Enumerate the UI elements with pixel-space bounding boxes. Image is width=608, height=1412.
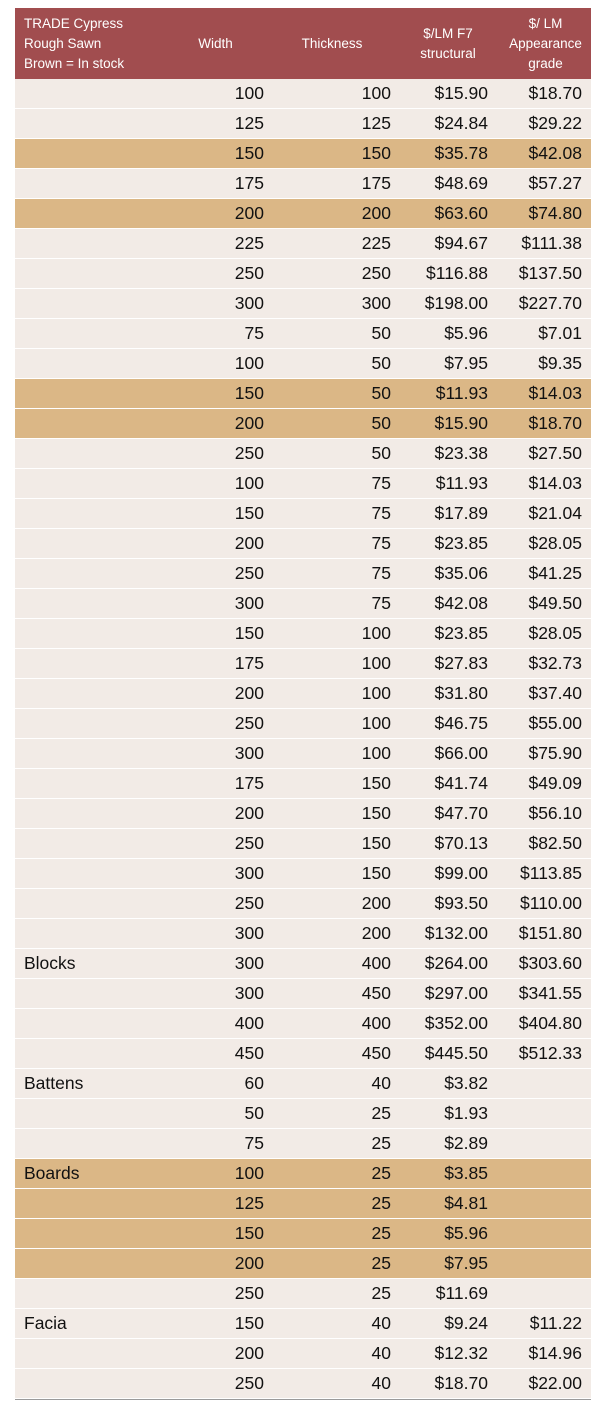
table-row: [15, 319, 591, 349]
row-appearance-price: $28.05: [500, 619, 591, 649]
table-body: [15, 79, 591, 1399]
row-structural-price: $3.85: [396, 1159, 500, 1189]
row-category: [15, 1339, 163, 1369]
row-category: [15, 259, 163, 289]
row-thickness: 400: [268, 1009, 396, 1039]
row-structural-price: $3.82: [396, 1069, 500, 1099]
row-thickness: 50: [268, 409, 396, 439]
row-structural-price: $63.60: [396, 199, 500, 229]
row-width: 225: [163, 229, 268, 259]
table-row: [15, 439, 591, 469]
table-row: [15, 379, 591, 409]
table-row: [15, 709, 591, 739]
row-thickness: 75: [268, 589, 396, 619]
row-width: 200: [163, 799, 268, 829]
row-structural-price: $42.08: [396, 589, 500, 619]
row-width: 175: [163, 169, 268, 199]
row-structural-price: $93.50: [396, 889, 500, 919]
table-row: [15, 229, 591, 259]
row-structural-price: $46.75: [396, 709, 500, 739]
row-structural-price: $297.00: [396, 979, 500, 1009]
row-thickness: 200: [268, 919, 396, 949]
table-row: [15, 979, 591, 1009]
table-row: [15, 139, 591, 169]
row-category: [15, 139, 163, 169]
table-row: [15, 169, 591, 199]
row-appearance-price: $55.00: [500, 709, 591, 739]
row-thickness: 25: [268, 1099, 396, 1129]
row-structural-price: $99.00: [396, 859, 500, 889]
row-width: 200: [163, 679, 268, 709]
row-category: [15, 439, 163, 469]
table-row: [15, 1339, 591, 1369]
table-row: [15, 1129, 591, 1159]
row-category: [15, 919, 163, 949]
row-structural-price: $27.83: [396, 649, 500, 679]
row-thickness: 100: [268, 619, 396, 649]
row-appearance-price: $22.00: [500, 1369, 591, 1399]
table-row: [15, 289, 591, 319]
header-title-line: Rough Sawn: [24, 35, 102, 51]
table-row: [15, 1249, 591, 1279]
table-row: [15, 1219, 591, 1249]
row-category: [15, 1039, 163, 1069]
row-appearance-price: $404.80: [500, 1009, 591, 1039]
row-appearance-price: $27.50: [500, 439, 591, 469]
row-width: 150: [163, 379, 268, 409]
row-category: [15, 1129, 163, 1159]
row-category: [15, 349, 163, 379]
row-thickness: 40: [268, 1369, 396, 1399]
header-appearance: [500, 8, 591, 79]
row-category: [15, 829, 163, 859]
row-width: 75: [163, 1129, 268, 1159]
row-appearance-price: $29.22: [500, 109, 591, 139]
row-appearance-price: $82.50: [500, 829, 591, 859]
row-thickness: 100: [268, 649, 396, 679]
row-appearance-price: [500, 1189, 591, 1219]
table-row: [15, 619, 591, 649]
table-row: [15, 1279, 591, 1309]
row-width: 150: [163, 619, 268, 649]
row-structural-price: $116.88: [396, 259, 500, 289]
row-structural-price: $4.81: [396, 1189, 500, 1219]
row-structural-price: $35.78: [396, 139, 500, 169]
row-width: 150: [163, 1219, 268, 1249]
row-thickness: 100: [268, 679, 396, 709]
row-structural-price: $18.70: [396, 1369, 500, 1399]
table-header: [15, 8, 591, 79]
row-category: [15, 559, 163, 589]
table-row: [15, 79, 591, 109]
table-row: [15, 1099, 591, 1129]
row-category: [15, 1219, 163, 1249]
row-structural-price: $11.93: [396, 379, 500, 409]
row-width: 250: [163, 559, 268, 589]
row-appearance-price: $9.35: [500, 349, 591, 379]
row-structural-price: $17.89: [396, 499, 500, 529]
row-appearance-price: [500, 1159, 591, 1189]
header-appearance-line: $/ LM: [528, 15, 563, 31]
table-bottom-divider: [15, 1399, 591, 1400]
table-row: [15, 769, 591, 799]
table-row: [15, 529, 591, 559]
row-width: 100: [163, 349, 268, 379]
price-table-container: [15, 8, 591, 1400]
header-width-label: Width: [198, 35, 233, 51]
row-structural-price: $198.00: [396, 289, 500, 319]
row-appearance-price: $303.60: [500, 949, 591, 979]
row-thickness: 100: [268, 739, 396, 769]
row-thickness: 250: [268, 259, 396, 289]
header-structural-line: $/LM F7: [423, 25, 473, 41]
row-category: [15, 679, 163, 709]
header-row: [15, 8, 591, 79]
row-width: 250: [163, 889, 268, 919]
row-structural-price: $35.06: [396, 559, 500, 589]
row-appearance-price: $42.08: [500, 139, 591, 169]
header-appearance-line: Appearance: [509, 35, 582, 51]
row-structural-price: $66.00: [396, 739, 500, 769]
row-structural-price: $23.38: [396, 439, 500, 469]
row-structural-price: $12.32: [396, 1339, 500, 1369]
row-appearance-price: $28.05: [500, 529, 591, 559]
row-thickness: 150: [268, 799, 396, 829]
row-thickness: 40: [268, 1069, 396, 1099]
row-appearance-price: $18.70: [500, 409, 591, 439]
table-row: [15, 889, 591, 919]
row-appearance-price: $56.10: [500, 799, 591, 829]
row-thickness: 150: [268, 859, 396, 889]
row-thickness: 200: [268, 199, 396, 229]
row-structural-price: $11.69: [396, 1279, 500, 1309]
table-row: [15, 799, 591, 829]
row-structural-price: $41.74: [396, 769, 500, 799]
row-appearance-price: [500, 1249, 591, 1279]
row-appearance-price: [500, 1219, 591, 1249]
row-appearance-price: $14.03: [500, 469, 591, 499]
row-appearance-price: $32.73: [500, 649, 591, 679]
row-thickness: 25: [268, 1219, 396, 1249]
row-width: 100: [163, 1159, 268, 1189]
row-thickness: 50: [268, 439, 396, 469]
row-structural-price: $24.84: [396, 109, 500, 139]
row-width: 200: [163, 409, 268, 439]
row-category: [15, 889, 163, 919]
table-row: [15, 1159, 591, 1189]
row-structural-price: $70.13: [396, 829, 500, 859]
row-thickness: 100: [268, 79, 396, 109]
table-row: [15, 499, 591, 529]
row-width: 200: [163, 529, 268, 559]
row-structural-price: $1.93: [396, 1099, 500, 1129]
row-width: 250: [163, 259, 268, 289]
row-thickness: 150: [268, 769, 396, 799]
header-thickness-label: Thickness: [301, 35, 363, 51]
row-appearance-price: $18.70: [500, 79, 591, 109]
row-width: 300: [163, 739, 268, 769]
row-category: [15, 409, 163, 439]
row-category: [15, 469, 163, 499]
row-appearance-price: $113.85: [500, 859, 591, 889]
row-appearance-price: $75.90: [500, 739, 591, 769]
row-width: 50: [163, 1099, 268, 1129]
row-appearance-price: $137.50: [500, 259, 591, 289]
header-title: [15, 8, 163, 79]
table-row: [15, 589, 591, 619]
row-category: [15, 1279, 163, 1309]
row-structural-price: $23.85: [396, 619, 500, 649]
row-appearance-price: $37.40: [500, 679, 591, 709]
row-appearance-price: [500, 1279, 591, 1309]
row-category: Facia: [15, 1309, 163, 1339]
row-thickness: 175: [268, 169, 396, 199]
row-category: [15, 739, 163, 769]
row-structural-price: $47.70: [396, 799, 500, 829]
row-width: 300: [163, 949, 268, 979]
row-width: 175: [163, 769, 268, 799]
row-appearance-price: $41.25: [500, 559, 591, 589]
header-stock-legend: Brown = In stock: [24, 55, 125, 71]
table-row: [15, 469, 591, 499]
row-category: [15, 109, 163, 139]
row-thickness: 75: [268, 559, 396, 589]
table-row: [15, 859, 591, 889]
table-row: [15, 949, 591, 979]
row-thickness: 75: [268, 529, 396, 559]
row-width: 300: [163, 979, 268, 1009]
table-row: [15, 109, 591, 139]
table-row: [15, 1369, 591, 1399]
header-structural: [396, 8, 500, 79]
row-thickness: 50: [268, 349, 396, 379]
row-width: 250: [163, 1279, 268, 1309]
row-category: [15, 229, 163, 259]
table-row: [15, 1009, 591, 1039]
row-category: [15, 499, 163, 529]
table-row: [15, 1069, 591, 1099]
row-thickness: 25: [268, 1279, 396, 1309]
row-appearance-price: [500, 1129, 591, 1159]
row-structural-price: $2.89: [396, 1129, 500, 1159]
row-appearance-price: [500, 1069, 591, 1099]
row-category: [15, 79, 163, 109]
row-category: [15, 649, 163, 679]
row-width: 200: [163, 1249, 268, 1279]
row-structural-price: $445.50: [396, 1039, 500, 1069]
row-appearance-price: $7.01: [500, 319, 591, 349]
row-category: Boards: [15, 1159, 163, 1189]
table-row: [15, 1039, 591, 1069]
table-row: [15, 1189, 591, 1219]
row-thickness: 75: [268, 499, 396, 529]
row-width: 250: [163, 1369, 268, 1399]
row-appearance-price: $111.38: [500, 229, 591, 259]
row-appearance-price: $49.09: [500, 769, 591, 799]
table-row: [15, 679, 591, 709]
row-thickness: 300: [268, 289, 396, 319]
row-structural-price: $15.90: [396, 409, 500, 439]
row-thickness: 75: [268, 469, 396, 499]
row-structural-price: $7.95: [396, 349, 500, 379]
row-structural-price: $352.00: [396, 1009, 500, 1039]
row-thickness: 25: [268, 1249, 396, 1279]
row-category: [15, 1369, 163, 1399]
price-table: [15, 8, 591, 1399]
row-thickness: 400: [268, 949, 396, 979]
row-structural-price: $23.85: [396, 529, 500, 559]
row-width: 125: [163, 109, 268, 139]
row-width: 250: [163, 829, 268, 859]
header-thickness: [268, 8, 396, 79]
row-appearance-price: $11.22: [500, 1309, 591, 1339]
row-width: 100: [163, 469, 268, 499]
row-category: [15, 619, 163, 649]
table-row: [15, 409, 591, 439]
row-appearance-price: $49.50: [500, 589, 591, 619]
row-appearance-price: $110.00: [500, 889, 591, 919]
row-category: [15, 979, 163, 1009]
row-width: 100: [163, 79, 268, 109]
header-structural-line: structural: [420, 45, 476, 61]
row-structural-price: $7.95: [396, 1249, 500, 1279]
row-thickness: 225: [268, 229, 396, 259]
row-width: 300: [163, 289, 268, 319]
row-category: [15, 1249, 163, 1279]
row-structural-price: $264.00: [396, 949, 500, 979]
row-width: 175: [163, 649, 268, 679]
row-category: [15, 709, 163, 739]
row-category: [15, 859, 163, 889]
row-width: 200: [163, 1339, 268, 1369]
header-width: [163, 8, 268, 79]
row-structural-price: $5.96: [396, 319, 500, 349]
row-thickness: 50: [268, 379, 396, 409]
row-appearance-price: $21.04: [500, 499, 591, 529]
header-title-line: TRADE Cypress: [24, 15, 124, 31]
row-thickness: 150: [268, 139, 396, 169]
row-category: [15, 1099, 163, 1129]
table-row: [15, 1309, 591, 1339]
row-structural-price: $5.96: [396, 1219, 500, 1249]
row-appearance-price: $512.33: [500, 1039, 591, 1069]
row-appearance-price: $14.03: [500, 379, 591, 409]
table-row: [15, 259, 591, 289]
row-width: 300: [163, 919, 268, 949]
row-width: 300: [163, 859, 268, 889]
row-width: 150: [163, 1309, 268, 1339]
row-thickness: 40: [268, 1339, 396, 1369]
row-appearance-price: $14.96: [500, 1339, 591, 1369]
row-appearance-price: $74.80: [500, 199, 591, 229]
row-thickness: 200: [268, 889, 396, 919]
row-width: 200: [163, 199, 268, 229]
row-structural-price: $48.69: [396, 169, 500, 199]
row-thickness: 25: [268, 1159, 396, 1189]
row-category: [15, 529, 163, 559]
row-width: 125: [163, 1189, 268, 1219]
row-appearance-price: $341.55: [500, 979, 591, 1009]
row-category: [15, 199, 163, 229]
row-thickness: 450: [268, 1039, 396, 1069]
row-category: [15, 1009, 163, 1039]
row-width: 60: [163, 1069, 268, 1099]
table-row: [15, 199, 591, 229]
row-width: 250: [163, 709, 268, 739]
row-width: 300: [163, 589, 268, 619]
row-category: [15, 769, 163, 799]
row-thickness: 50: [268, 319, 396, 349]
row-width: 150: [163, 139, 268, 169]
row-category: [15, 799, 163, 829]
row-category: [15, 169, 163, 199]
row-structural-price: $132.00: [396, 919, 500, 949]
row-category: Blocks: [15, 949, 163, 979]
row-width: 450: [163, 1039, 268, 1069]
row-category: [15, 379, 163, 409]
table-row: [15, 739, 591, 769]
row-thickness: 150: [268, 829, 396, 859]
row-structural-price: $15.90: [396, 79, 500, 109]
row-appearance-price: $227.70: [500, 289, 591, 319]
row-category: [15, 589, 163, 619]
header-appearance-line: grade: [528, 55, 563, 71]
row-structural-price: $31.80: [396, 679, 500, 709]
row-appearance-price: [500, 1099, 591, 1129]
row-category: [15, 1189, 163, 1219]
row-category: [15, 289, 163, 319]
row-thickness: 100: [268, 709, 396, 739]
row-category: [15, 319, 163, 349]
row-width: 400: [163, 1009, 268, 1039]
row-width: 250: [163, 439, 268, 469]
row-appearance-price: $57.27: [500, 169, 591, 199]
table-row: [15, 649, 591, 679]
row-width: 75: [163, 319, 268, 349]
table-row: [15, 829, 591, 859]
table-row: [15, 919, 591, 949]
table-row: [15, 559, 591, 589]
row-thickness: 25: [268, 1189, 396, 1219]
table-row: [15, 349, 591, 379]
row-thickness: 450: [268, 979, 396, 1009]
row-thickness: 25: [268, 1129, 396, 1159]
row-structural-price: $94.67: [396, 229, 500, 259]
row-structural-price: $9.24: [396, 1309, 500, 1339]
row-thickness: 125: [268, 109, 396, 139]
row-width: 150: [163, 499, 268, 529]
row-thickness: 40: [268, 1309, 396, 1339]
row-structural-price: $11.93: [396, 469, 500, 499]
row-category: Battens: [15, 1069, 163, 1099]
row-appearance-price: $151.80: [500, 919, 591, 949]
